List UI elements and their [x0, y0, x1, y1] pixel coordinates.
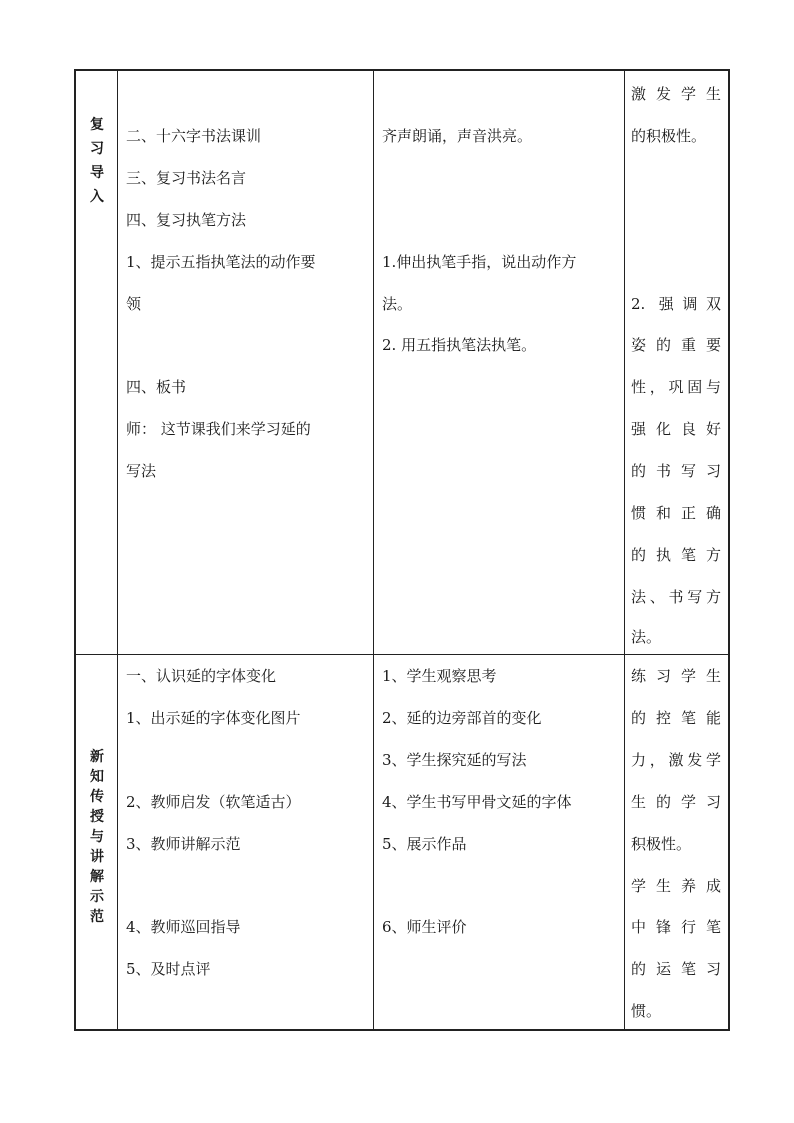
section-label-char: 入 — [90, 189, 104, 205]
student-line: 1、学生观察思考 — [382, 667, 497, 685]
purpose-line: 力，激发学 — [631, 751, 721, 769]
student-line: 1.伸出执笔手指，说出动作方 — [382, 253, 577, 271]
teacher-activity-cell — [118, 71, 374, 654]
teacher-line: 领 — [126, 295, 142, 313]
student-line: 2、延的边旁部首的变化 — [382, 709, 542, 727]
teacher-line: 5、及时点评 — [126, 960, 211, 978]
purpose-line: 法。 — [631, 628, 662, 646]
section-label-char: 习 — [90, 141, 104, 157]
section-label-cell — [76, 654, 118, 1029]
section-label-char: 新 — [90, 749, 104, 765]
lesson-plan-table — [74, 69, 730, 1031]
purpose-line: 学生养成 — [631, 877, 721, 895]
section-new-knowledge — [76, 654, 728, 1029]
teacher-line: 四、板书 — [126, 378, 187, 396]
section-label — [76, 113, 118, 209]
purpose-line: 姿的重要 — [631, 336, 721, 354]
purpose-line: 练习学生 — [631, 667, 721, 685]
section-label-char: 复 — [90, 117, 104, 133]
student-line: 6、师生评价 — [382, 918, 467, 936]
purpose-line: 的执笔方 — [631, 546, 721, 564]
student-line: 3、学生探究延的写法 — [382, 751, 527, 769]
purpose-line: 积极性。 — [631, 835, 692, 853]
student-activity-cell — [374, 654, 625, 1029]
teacher-line: 1、提示五指执笔法的动作要 — [126, 253, 316, 271]
teacher-line: 四、复习执笔方法 — [126, 211, 247, 229]
student-activity-cell — [374, 71, 625, 654]
student-line: 5、展示作品 — [382, 835, 467, 853]
section-label-char: 与 — [90, 829, 104, 845]
section-review-intro — [76, 71, 728, 655]
purpose-line: 2. 强调双 — [631, 295, 721, 313]
section-label-char: 知 — [90, 769, 104, 785]
purpose-line: 惯。 — [631, 1002, 662, 1020]
teacher-line: 三、复习书法名言 — [126, 169, 247, 187]
purpose-line: 生的学习 — [631, 793, 721, 811]
student-line: 2. 用五指执笔法执笔。 — [382, 336, 537, 354]
teacher-activity-cell — [118, 654, 374, 1029]
section-label-char: 范 — [90, 909, 104, 925]
student-line: 齐声朗诵，声音洪亮。 — [382, 127, 533, 145]
teacher-line: 1、出示延的字体变化图片 — [126, 709, 301, 727]
purpose-line: 惯和正确 — [631, 504, 721, 522]
teacher-line: 写法 — [126, 462, 157, 480]
teacher-line: 一、认识延的字体变化 — [126, 667, 277, 685]
section-label-char: 传 — [90, 789, 104, 805]
section-label-char: 授 — [90, 809, 104, 825]
teacher-line: 3、教师讲解示范 — [126, 835, 241, 853]
purpose-line: 中锋行笔 — [631, 918, 721, 936]
student-line: 4、学生书写甲骨文延的字体 — [382, 793, 572, 811]
purpose-line: 强化良好 — [631, 420, 721, 438]
teacher-line: 师： 这节课我们来学习延的 — [126, 420, 311, 438]
section-label-char: 示 — [90, 889, 104, 905]
purpose-line: 的书写习 — [631, 462, 721, 480]
purpose-line: 的运笔习 — [631, 960, 721, 978]
student-line: 法。 — [382, 295, 413, 313]
design-purpose-cell — [625, 71, 728, 654]
purpose-line: 的控笔能 — [631, 709, 721, 727]
teacher-line: 4、教师巡回指导 — [126, 918, 241, 936]
teacher-line: 2、教师启发（软笔适古） — [126, 793, 301, 811]
design-purpose-cell — [625, 654, 728, 1029]
section-label-char: 讲 — [90, 849, 104, 865]
section-label-cell — [76, 71, 118, 654]
section-label-char: 解 — [90, 869, 104, 885]
purpose-line: 的积极性。 — [631, 127, 707, 145]
purpose-line: 法、书写方 — [631, 588, 721, 606]
section-label-char: 导 — [90, 165, 104, 181]
purpose-line: 激发学生 — [631, 85, 721, 103]
section-label — [76, 747, 118, 927]
teacher-line: 二、十六字书法课训 — [126, 127, 262, 145]
purpose-line: 性，巩固与 — [631, 378, 721, 396]
